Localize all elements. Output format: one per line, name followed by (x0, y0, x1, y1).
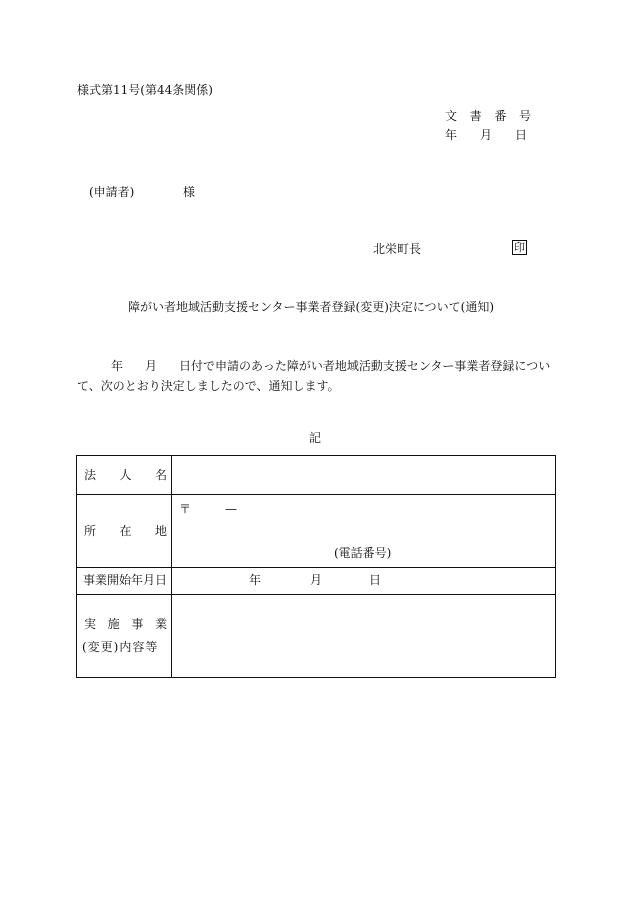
table-row-divider (77, 594, 555, 595)
start-date-day: 日 (369, 573, 382, 587)
form-number: 様式第11号(第44条関係) (77, 83, 213, 97)
label-char: 名 (154, 468, 167, 482)
doc-number-char: 番 (494, 109, 507, 123)
phone-number-label: (電話番号) (334, 546, 392, 560)
location-label (84, 525, 167, 537)
business-content-label (84, 618, 167, 630)
applicant-label: (申請者) (89, 185, 135, 199)
doc-number-char: 文 (445, 109, 458, 123)
addressee (89, 185, 196, 199)
document-number-label (445, 110, 531, 122)
issuer-name: 北栄町長 (373, 242, 422, 256)
body-year: 年 (111, 359, 124, 373)
start-date-label: 事業開始年月日 (83, 573, 168, 587)
start-date-month: 月 (310, 573, 323, 587)
label-char: 人 (119, 468, 132, 482)
ki-heading: 記 (309, 431, 322, 445)
label-char: 法 (84, 468, 97, 482)
label-char: 地 (154, 524, 167, 538)
postal-mark: 〒 (179, 502, 192, 516)
label-char: 業 (154, 617, 167, 631)
honorific: 様 (183, 185, 196, 199)
business-content-label-2: (変更)内容等 (82, 640, 159, 654)
label-char: 実 (84, 617, 97, 631)
label-char: 事 (131, 617, 144, 631)
seal-stamp: 印 (514, 241, 525, 254)
date-month-char: 月 (479, 128, 492, 142)
corporation-name-label (84, 469, 167, 481)
table-row-divider (77, 567, 555, 568)
body-text: 日付で申請のあった障がい者地域活動支援センター事業者登録について、次のとおり決定しましたので、通知します。 (77, 359, 551, 393)
document-title: 障がい者地域活動支援センター事業者登録(変更)決定について(通知) (128, 300, 495, 314)
date-year-char: 年 (445, 128, 458, 142)
details-table (76, 455, 556, 678)
label-char: 所 (84, 524, 97, 538)
doc-number-char: 号 (518, 109, 531, 123)
label-char: 施 (107, 617, 120, 631)
doc-number-char: 書 (469, 109, 482, 123)
postal-dash: — (225, 502, 237, 516)
body-paragraph (77, 356, 552, 396)
issue-date-label (445, 129, 527, 141)
label-char: 在 (119, 524, 132, 538)
date-day-char: 日 (514, 128, 527, 142)
body-month: 月 (145, 359, 158, 373)
table-row-divider (77, 494, 555, 495)
start-date-year: 年 (249, 573, 262, 587)
